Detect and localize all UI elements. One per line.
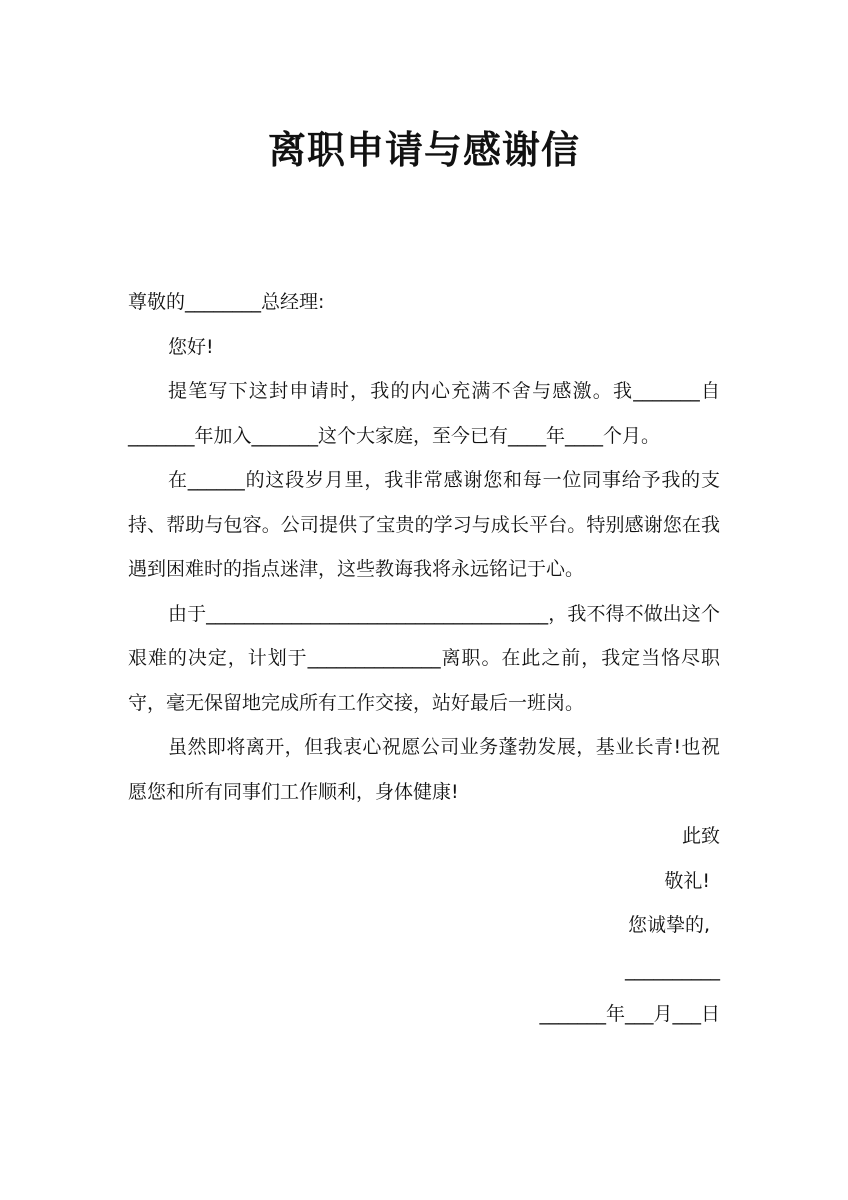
closing-cizhi: 此致 (681, 825, 720, 847)
greeting: 您好! (168, 335, 214, 358)
signature-blank: __________ (625, 958, 720, 981)
closing-jingli: 敬礼! (664, 869, 710, 892)
signoff: 您诚挚的, (627, 914, 710, 936)
paragraph-thanks: 在______的这段岁月里，我非常感谢您和每一位同事给予我的支持、帮助与包容。公司提供了宝贵的学习与成长平台。特别感谢您在我遇到困难时的指点迷津，这些教诲我将永远铭记于心。 (128, 469, 720, 580)
date-line: _______年___月___日 (539, 1003, 720, 1025)
letter-body (128, 280, 720, 1037)
salutation: 尊敬的________总经理: (128, 291, 325, 313)
paragraph-wishes: 虽然即将离开，但我衷心祝愿公司业务蓬勃发展，基业长青!也祝愿您和所有同事们工作顺利，身体健康! (128, 736, 720, 803)
paragraph-reason: 由于____________________________________，我不得不做出这个艰难的决定，计划于______________离职。在此之前，我定当恪尽职守，毫无保留地完成所有工作交接，站好最后一班岗。 (128, 602, 720, 714)
document-title: 离职申请与感谢信 (267, 128, 580, 172)
paragraph-joining: 提笔写下这封申请时，我的内心充满不舍与感激。我_______自_______年加入_______这个大家庭，至今已有____年____个月。 (128, 380, 720, 447)
